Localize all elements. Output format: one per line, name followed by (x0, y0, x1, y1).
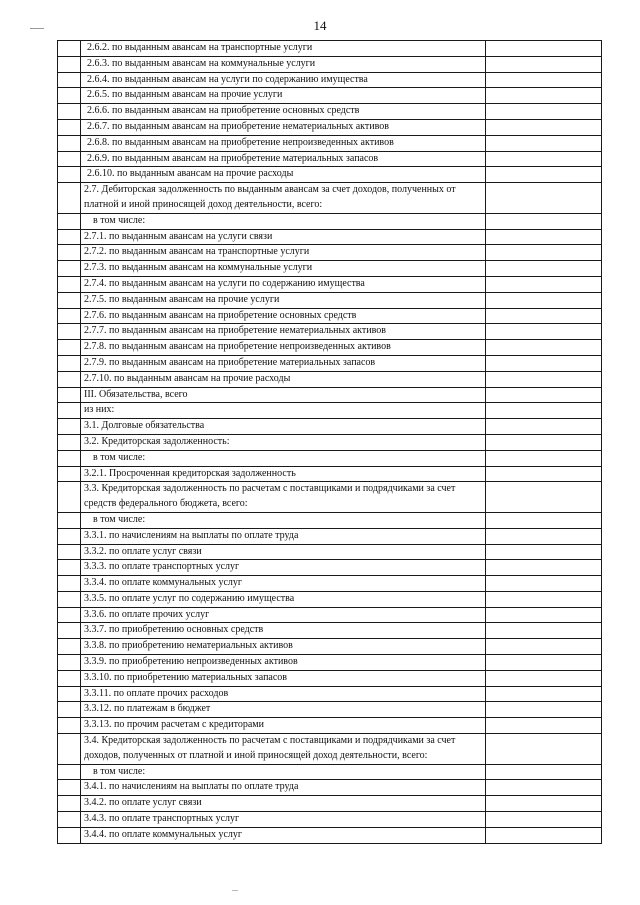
row-label: 2.7.6. по выданным авансам на приобретение основных средств (81, 308, 486, 324)
row-value-cell (486, 403, 602, 419)
row-number-cell (58, 387, 81, 403)
row-value-cell (486, 607, 602, 623)
row-value-cell (486, 702, 602, 718)
row-label: из них: (81, 403, 486, 419)
table-row (58, 639, 602, 655)
row-label: 2.7. Дебиторская задолженность по выданным авансам за счет доходов, полученных от платной и иной приносящей доход деятельности, всего: (81, 183, 486, 214)
table-row (58, 41, 602, 57)
row-value-cell (486, 276, 602, 292)
page-number: 14 (313, 18, 327, 33)
row-label: 3.4.1. по начислениям на выплаты по оплате труда (81, 780, 486, 796)
table-row (58, 213, 602, 229)
row-value-cell (486, 340, 602, 356)
row-label: 2.7.5. по выданным авансам на прочие услуги (81, 292, 486, 308)
row-label: 3.3.11. по оплате прочих расходов (81, 686, 486, 702)
row-value-cell (486, 544, 602, 560)
table-row (58, 450, 602, 466)
table-row (58, 183, 602, 214)
row-value-cell (486, 371, 602, 387)
row-number-cell (58, 245, 81, 261)
row-number-cell (58, 340, 81, 356)
row-value-cell (486, 245, 602, 261)
table-row (58, 528, 602, 544)
row-label: 2.6.7. по выданным авансам на приобретение нематериальных активов (81, 119, 486, 135)
report-table (57, 40, 602, 844)
row-value-cell (486, 434, 602, 450)
row-number-cell (58, 591, 81, 607)
row-label: 2.7.3. по выданным авансам на коммунальные услуги (81, 261, 486, 277)
table-row (58, 371, 602, 387)
row-value-cell (486, 72, 602, 88)
row-number-cell (58, 702, 81, 718)
row-value-cell (486, 355, 602, 371)
table-row (58, 355, 602, 371)
row-number-cell (58, 167, 81, 183)
row-label: 3.3.8. по приобретению нематериальных активов (81, 639, 486, 655)
row-number-cell (58, 576, 81, 592)
row-label: в том числе: (81, 512, 486, 528)
row-number-cell (58, 528, 81, 544)
table-row (58, 276, 602, 292)
table-row (58, 764, 602, 780)
row-number-cell (58, 686, 81, 702)
row-label: 2.7.4. по выданным авансам на услуги по содержанию имущества (81, 276, 486, 292)
row-label: 2.6.6. по выданным авансам на приобретение основных средств (81, 104, 486, 120)
row-value-cell (486, 213, 602, 229)
row-label: 3.3.6. по оплате прочих услуг (81, 607, 486, 623)
table-row (58, 607, 602, 623)
row-number-cell (58, 655, 81, 671)
row-value-cell (486, 560, 602, 576)
row-label: 2.6.8. по выданным авансам на приобретение непроизведенных активов (81, 135, 486, 151)
row-value-cell (486, 639, 602, 655)
table-row (58, 135, 602, 151)
row-number-cell (58, 183, 81, 214)
row-value-cell (486, 591, 602, 607)
row-value-cell (486, 827, 602, 843)
row-number-cell (58, 292, 81, 308)
row-value-cell (486, 482, 602, 513)
table-row (58, 591, 602, 607)
row-number-cell (58, 560, 81, 576)
row-number-cell (58, 355, 81, 371)
table-row (58, 119, 602, 135)
table-row (58, 718, 602, 734)
row-value-cell (486, 623, 602, 639)
row-label: 2.6.9. по выданным авансам на приобретение материальных запасов (81, 151, 486, 167)
table-row (58, 466, 602, 482)
table-row (58, 340, 602, 356)
row-label: 2.6.10. по выданным авансам на прочие расходы (81, 167, 486, 183)
row-label: 3.3.4. по оплате коммунальных услуг (81, 576, 486, 592)
row-value-cell (486, 718, 602, 734)
row-value-cell (486, 764, 602, 780)
table-row (58, 512, 602, 528)
table-row (58, 670, 602, 686)
row-number-cell (58, 434, 81, 450)
row-label: 3.3.5. по оплате услуг по содержанию имущества (81, 591, 486, 607)
table-row (58, 324, 602, 340)
row-number-cell (58, 482, 81, 513)
row-number-cell (58, 371, 81, 387)
row-value-cell (486, 796, 602, 812)
table-row (58, 780, 602, 796)
table-row (58, 72, 602, 88)
row-label: 2.7.9. по выданным авансам на приобретение материальных запасов (81, 355, 486, 371)
row-value-cell (486, 167, 602, 183)
row-label: 2.7.10. по выданным авансам на прочие расходы (81, 371, 486, 387)
row-number-cell (58, 670, 81, 686)
row-number-cell (58, 213, 81, 229)
table-row (58, 387, 602, 403)
row-number-cell (58, 718, 81, 734)
table-row (58, 151, 602, 167)
scan-mark (30, 28, 44, 29)
row-number-cell (58, 403, 81, 419)
table-row (58, 544, 602, 560)
row-value-cell (486, 229, 602, 245)
row-label: 3.3.12. по платежам в бюджет (81, 702, 486, 718)
row-number-cell (58, 104, 81, 120)
table-row (58, 827, 602, 843)
row-label: в том числе: (81, 764, 486, 780)
table-row (58, 576, 602, 592)
row-value-cell (486, 655, 602, 671)
row-value-cell (486, 183, 602, 214)
table-row (58, 167, 602, 183)
row-value-cell (486, 419, 602, 435)
row-label: 2.7.8. по выданным авансам на приобретение непроизведенных активов (81, 340, 486, 356)
row-label: 2.6.5. по выданным авансам на прочие услуги (81, 88, 486, 104)
row-number-cell (58, 450, 81, 466)
row-value-cell (486, 308, 602, 324)
row-number-cell (58, 41, 81, 57)
row-label: 2.6.2. по выданным авансам на транспортные услуги (81, 41, 486, 57)
table-row (58, 88, 602, 104)
table-row (58, 419, 602, 435)
scan-mark (232, 890, 238, 891)
row-label: 3.2.1. Просроченная кредиторская задолженность (81, 466, 486, 482)
row-label: 3.3.10. по приобретению материальных запасов (81, 670, 486, 686)
row-label: 3.4. Кредиторская задолженность по расчетам с поставщиками и подрядчиками за счет доходов, полученных от платной и иной приносящей доход деятельности, всего: (81, 734, 486, 765)
row-number-cell (58, 812, 81, 828)
row-number-cell (58, 466, 81, 482)
row-value-cell (486, 734, 602, 765)
row-label: 2.6.4. по выданным авансам на услуги по содержанию имущества (81, 72, 486, 88)
table-row (58, 434, 602, 450)
row-value-cell (486, 512, 602, 528)
table-row (58, 261, 602, 277)
row-number-cell (58, 56, 81, 72)
table-row (58, 812, 602, 828)
row-number-cell (58, 324, 81, 340)
row-label: 2.7.7. по выданным авансам на приобретение нематериальных активов (81, 324, 486, 340)
row-number-cell (58, 88, 81, 104)
table-row (58, 292, 602, 308)
table-row (58, 655, 602, 671)
row-number-cell (58, 72, 81, 88)
row-number-cell (58, 780, 81, 796)
table-row (58, 56, 602, 72)
row-number-cell (58, 512, 81, 528)
row-value-cell (486, 528, 602, 544)
row-number-cell (58, 119, 81, 135)
row-value-cell (486, 41, 602, 57)
table-row (58, 623, 602, 639)
row-number-cell (58, 607, 81, 623)
row-label: 3.1. Долговые обязательства (81, 419, 486, 435)
row-value-cell (486, 104, 602, 120)
table-row (58, 245, 602, 261)
row-number-cell (58, 764, 81, 780)
row-label: 3.2. Кредиторская задолженность: (81, 434, 486, 450)
row-label: 2.6.3. по выданным авансам на коммунальные услуги (81, 56, 486, 72)
row-label: 2.7.1. по выданным авансам на услуги связи (81, 229, 486, 245)
row-value-cell (486, 56, 602, 72)
table-row (58, 104, 602, 120)
row-number-cell (58, 623, 81, 639)
row-label: 3.3. Кредиторская задолженность по расчетам с поставщиками и подрядчиками за счет средств федерального бюджета, всего: (81, 482, 486, 513)
row-label: 3.3.1. по начислениям на выплаты по оплате труда (81, 528, 486, 544)
row-number-cell (58, 276, 81, 292)
row-label: 3.4.4. по оплате коммунальных услуг (81, 827, 486, 843)
row-label: 3.3.2. по оплате услуг связи (81, 544, 486, 560)
table-row (58, 403, 602, 419)
row-value-cell (486, 88, 602, 104)
table-row (58, 686, 602, 702)
row-label: 3.4.2. по оплате услуг связи (81, 796, 486, 812)
row-value-cell (486, 466, 602, 482)
row-value-cell (486, 151, 602, 167)
row-label: 3.3.13. по прочим расчетам с кредиторами (81, 718, 486, 734)
row-value-cell (486, 261, 602, 277)
row-number-cell (58, 796, 81, 812)
row-value-cell (486, 324, 602, 340)
row-number-cell (58, 135, 81, 151)
row-number-cell (58, 261, 81, 277)
row-value-cell (486, 686, 602, 702)
table-row (58, 734, 602, 765)
row-number-cell (58, 308, 81, 324)
row-number-cell (58, 419, 81, 435)
row-label: 3.3.7. по приобретению основных средств (81, 623, 486, 639)
table-row (58, 560, 602, 576)
table-row (58, 796, 602, 812)
row-number-cell (58, 639, 81, 655)
row-number-cell (58, 544, 81, 560)
row-value-cell (486, 387, 602, 403)
row-number-cell (58, 734, 81, 765)
row-label: 3.3.3. по оплате транспортных услуг (81, 560, 486, 576)
row-value-cell (486, 576, 602, 592)
row-label: 3.3.9. по приобретению непроизведенных активов (81, 655, 486, 671)
row-number-cell (58, 229, 81, 245)
row-value-cell (486, 135, 602, 151)
row-label: 3.4.3. по оплате транспортных услуг (81, 812, 486, 828)
row-label: в том числе: (81, 213, 486, 229)
row-value-cell (486, 119, 602, 135)
table-row (58, 308, 602, 324)
row-label: III. Обязательства, всего (81, 387, 486, 403)
row-value-cell (486, 292, 602, 308)
table-row (58, 702, 602, 718)
row-value-cell (486, 450, 602, 466)
row-label: в том числе: (81, 450, 486, 466)
table-row (58, 229, 602, 245)
row-number-cell (58, 151, 81, 167)
row-value-cell (486, 812, 602, 828)
row-label: 2.7.2. по выданным авансам на транспортные услуги (81, 245, 486, 261)
row-value-cell (486, 670, 602, 686)
table-row (58, 482, 602, 513)
row-number-cell (58, 827, 81, 843)
row-value-cell (486, 780, 602, 796)
